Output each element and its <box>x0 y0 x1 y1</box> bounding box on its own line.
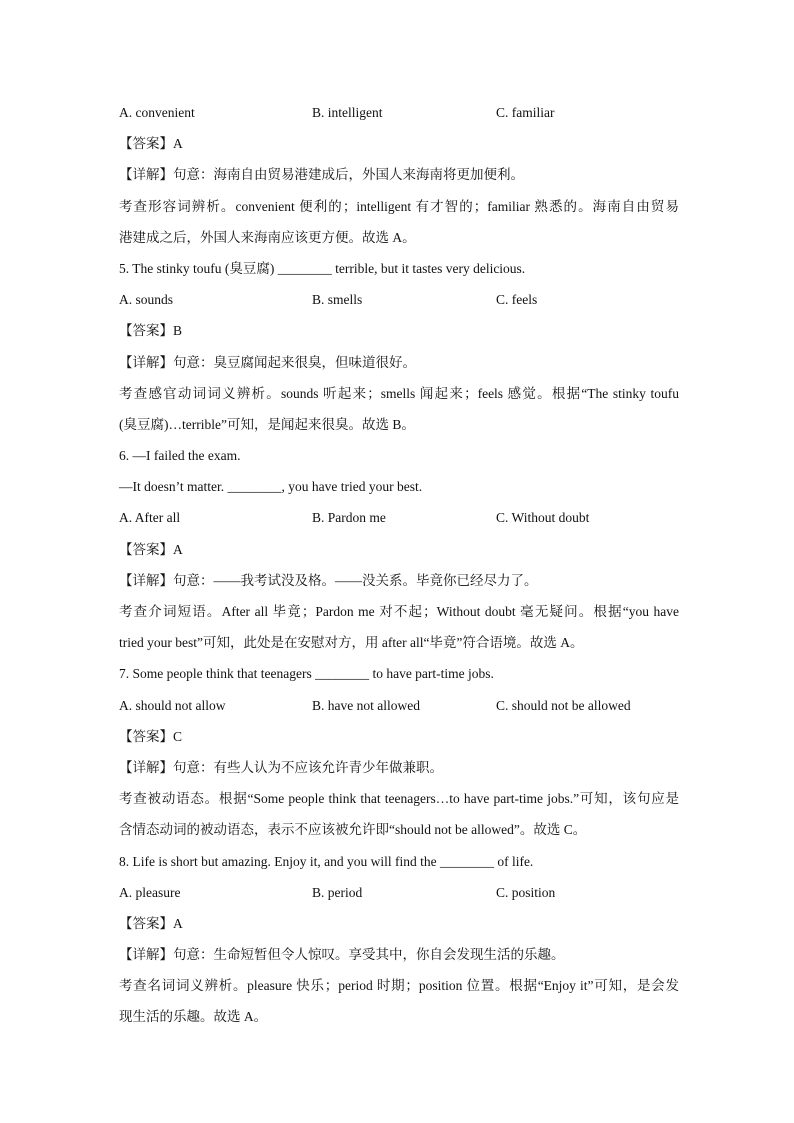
q6-question-line2: —It doesn’t matter. ________, you have tried your best. <box>119 479 423 495</box>
q5-analysis-line1: 考查感官动词词义辨析。sounds 听起来；smells 闻起来；feels 感觉。根据“The stinky toufu <box>119 385 679 401</box>
q4-answer: 【答案】A <box>119 136 183 152</box>
q7-option-a: A. should not allow <box>119 697 226 713</box>
q8-analysis-line2: 现生活的乐趣。故选 A。 <box>119 1009 268 1025</box>
q4-option-a: A. convenient <box>119 105 195 120</box>
q5-detail: 【详解】句意：臭豆腐闻起来很臭，但味道很好。 <box>119 354 416 370</box>
q5-option-c: C. feels <box>496 292 538 308</box>
q5-options <box>119 284 679 315</box>
q6-option-c: C. Without doubt <box>496 510 590 526</box>
q8-detail: 【详解】句意：生命短暂但令人惊叹。享受其中，你自会发现生活的乐趣。 <box>119 947 565 963</box>
q5-question: 5. The stinky toufu (臭豆腐) ________ terrible, but it tastes very delicious. <box>119 260 526 276</box>
q4-detail: 【详解】句意：海南自由贸易港建成后，外国人来海南将更加便利。 <box>119 167 524 183</box>
q6-analysis-line1: 考查介词短语。After all 毕竟；Pardon me 对不起；Without doubt 毫无疑问。根据“you have <box>119 604 679 619</box>
q6-options <box>119 502 679 533</box>
q7-option-b: B. have not allowed <box>312 697 420 713</box>
q4-analysis-line1: 考查形容词辨析。convenient 便利的；intelligent 有才智的；familiar 熟悉的。海南自由贸易 <box>119 198 679 214</box>
q5-answer: 【答案】B <box>119 323 183 339</box>
q5-analysis-line2: (臭豆腐)…terrible”可知，是闻起来很臭。故选 B。 <box>119 416 415 432</box>
q7-question: 7. Some people think that teenagers ________ to have part-time jobs. <box>119 666 494 682</box>
q6-option-b: B. Pardon me <box>312 510 386 526</box>
q7-options <box>119 690 679 721</box>
q7-answer: 【答案】C <box>119 728 183 744</box>
exam-page <box>119 97 679 1033</box>
q8-option-a: A. pleasure <box>119 884 181 900</box>
q7-detail: 【详解】句意：有些人认为不应该允许青少年做兼职。 <box>119 759 443 775</box>
q4-option-b: B. intelligent <box>312 105 383 120</box>
q4-options <box>119 97 679 128</box>
q4-option-c: C. familiar <box>496 105 555 120</box>
q6-answer: 【答案】A <box>119 541 183 557</box>
q7-analysis-line1: 考查被动语态。根据“Some people think that teenagers…to have part-time jobs.”可知，该句应是 <box>119 791 679 807</box>
q7-analysis-line2: 含情态动词的被动语态，表示不应该被允许即“should not be allowed”。故选 C。 <box>119 822 587 838</box>
q8-option-c: C. position <box>496 884 556 900</box>
q6-option-a: A. After all <box>119 510 181 526</box>
q4-analysis-line2: 港建成之后，外国人来海南应该更方便。故选 A。 <box>119 229 416 245</box>
q5-option-b: B. smells <box>312 292 363 308</box>
q6-detail: 【详解】句意：——我考试没及格。——没关系。毕竟你已经尽力了。 <box>119 572 538 588</box>
q8-options <box>119 877 679 908</box>
q6-analysis-line2: tried your best”可知，此处是在安慰对方，用 after all“毕竟”符合语境。故选 A。 <box>119 635 584 651</box>
q8-question: 8. Life is short but amazing. Enjoy it, and you will find the ________ of life. <box>119 853 534 869</box>
q8-analysis-line1: 考查名词词义辨析。pleasure 快乐；period 时期；position 位置。根据“Enjoy it”可知，是会发 <box>119 978 679 994</box>
q8-answer: 【答案】A <box>119 915 183 931</box>
q5-option-a: A. sounds <box>119 292 174 308</box>
q6-question-line1: 6. —I failed the exam. <box>119 448 241 464</box>
q7-option-c: C. should not be allowed <box>496 697 631 713</box>
q8-option-b: B. period <box>312 884 363 900</box>
